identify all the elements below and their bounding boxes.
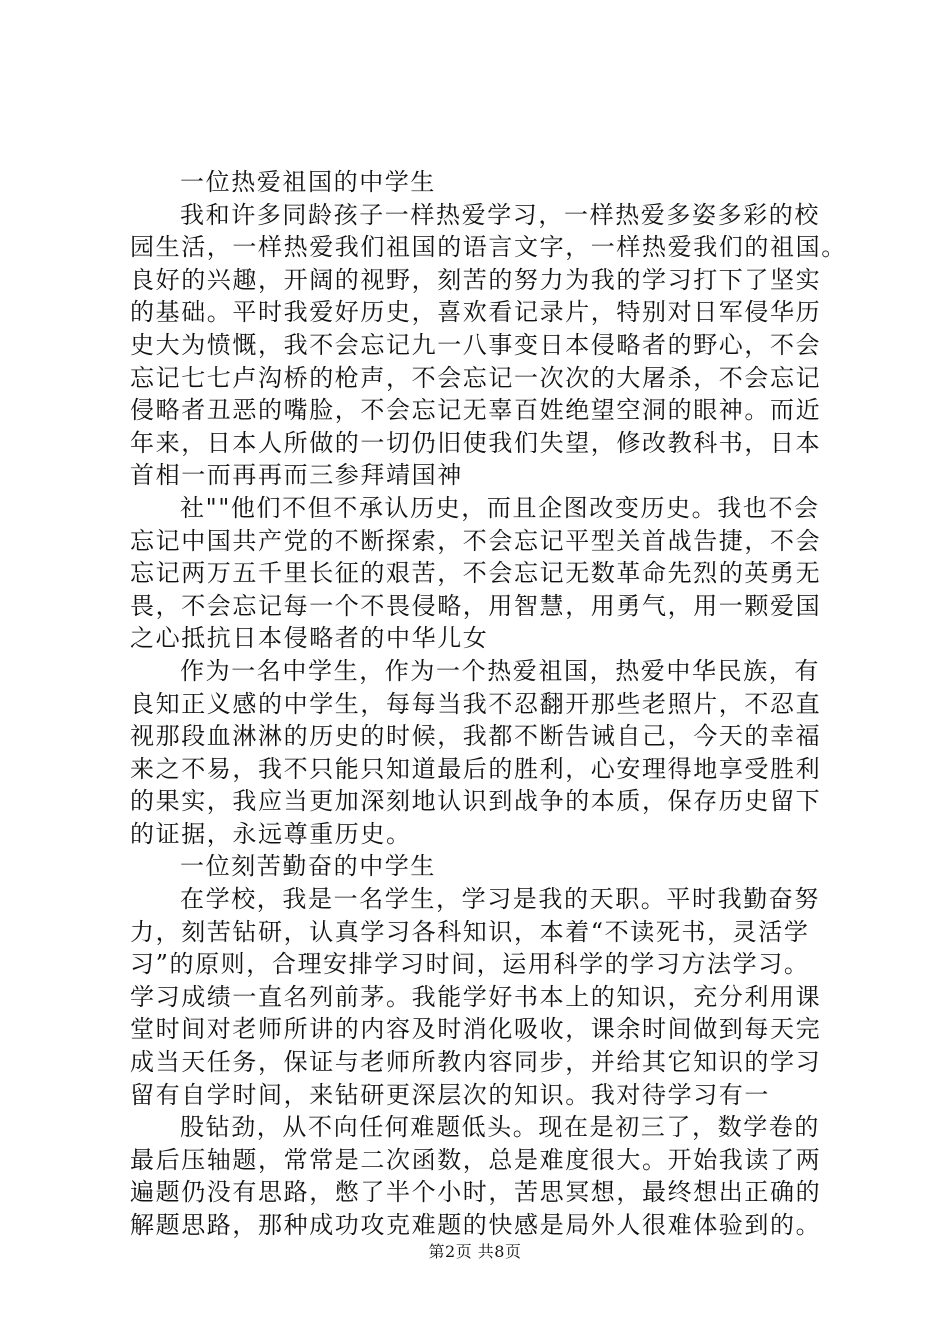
paragraph-line: 解题思路，那种成功攻克难题的快感是局外人很难体验到的。: [130, 1211, 822, 1239]
paragraph-line: 史大为愤慨，我不会忘记九一八事变日本侵略者的野心，不会: [130, 330, 822, 359]
paragraph-line: 在学校，我是一名学生，学习是我的天职。平时我勤奋努: [180, 885, 820, 914]
paragraph-line: 之心抵抗日本侵略者的中华儿女: [130, 624, 489, 653]
paragraph-line: 的果实，我应当更加深刻地认识到战争的本质，保存历史留下: [130, 787, 822, 816]
section-heading: 一位刻苦勤奋的中学生: [180, 852, 436, 881]
paragraph-line: 忘记两万五千里长征的艰苦，不会忘记无数革命先烈的英勇无: [130, 559, 822, 588]
paragraph-line: 最后压轴题，常常是二次函数，总是难度很大。开始我读了两: [130, 1145, 822, 1174]
paragraph-line: 的证据，永远尊重历史。: [130, 819, 412, 848]
document-body: [130, 166, 847, 1242]
paragraph-line: 社""他们不但不承认历史，而且企图改变历史。我也不会: [180, 493, 820, 522]
paragraph-line: 侵略者丑恶的嘴脸，不会忘记无辜百姓绝望空洞的眼神。而近: [130, 396, 822, 425]
paragraph-line: 忘记七七卢沟桥的枪声，不会忘记一次次的大屠杀，不会忘记: [130, 363, 822, 392]
paragraph-line: 视那段血淋淋的历史的时候，我都不断告诫自己，今天的幸福: [130, 722, 822, 751]
paragraph-line: 良好的兴趣，开阔的视野，刻苦的努力为我的学习打下了坚实: [130, 265, 822, 294]
paragraph-line: 来之不易，我不只能只知道最后的胜利，心安理得地享受胜利: [130, 754, 822, 783]
paragraph-line: 良知正义感的中学生，每每当我不忍翻开那些老照片，不忍直: [130, 689, 822, 718]
paragraph-line: 习”的原则，合理安排学习时间，运用科学的学习方法学习。: [130, 950, 810, 979]
page-number-footer: 第2页 共8页: [428, 1242, 522, 1261]
paragraph-line: 股钻劲，从不向任何难题低头。现在是初三了，数学卷的: [180, 1113, 820, 1142]
paragraph-line: 遍题仍没有思路，憋了半个小时，苦思冥想，最终想出正确的: [130, 1178, 822, 1207]
paragraph-line: 力，刻苦钻研，认真学习各科知识，本着“不读死书，灵活学: [130, 917, 810, 946]
section-heading: 一位热爱祖国的中学生: [180, 168, 436, 196]
paragraph-line: 成当天任务，保证与老师所教内容同步，并给其它知识的学习: [130, 1048, 822, 1077]
paragraph-line: 我和许多同龄孩子一样热爱学习，一样热爱多姿多彩的校: [180, 200, 820, 229]
paragraph-line: 园生活，一样热爱我们祖国的语言文字，一样热爱我们的祖国。: [130, 233, 847, 262]
paragraph-line: 首相一而再再而三参拜靖国神: [130, 461, 463, 490]
paragraph-line: 学习成绩一直名列前茅。我能学好书本上的知识，充分利用课: [130, 982, 822, 1011]
paragraph-line: 留有自学时间，来钻研更深层次的知识。我对待学习有一: [130, 1080, 770, 1109]
paragraph-line: 的基础。平时我爱好历史，喜欢看记录片，特别对日军侵华历: [130, 298, 822, 327]
paragraph-line: 畏，不会忘记每一个不畏侵略，用智慧，用勇气，用一颗爱国: [130, 591, 822, 620]
paragraph-line: 堂时间对老师所讲的内容及时消化吸收，课余时间做到每天完: [130, 1015, 822, 1044]
paragraph-line: 作为一名中学生，作为一个热爱祖国，热爱中华民族，有: [180, 656, 820, 685]
paragraph-line: 忘记中国共产党的不断探索，不会忘记平型关首战告捷，不会: [130, 526, 822, 555]
paragraph-line: 年来，日本人所做的一切仍旧使我们失望，修改教科书，日本: [130, 428, 822, 457]
